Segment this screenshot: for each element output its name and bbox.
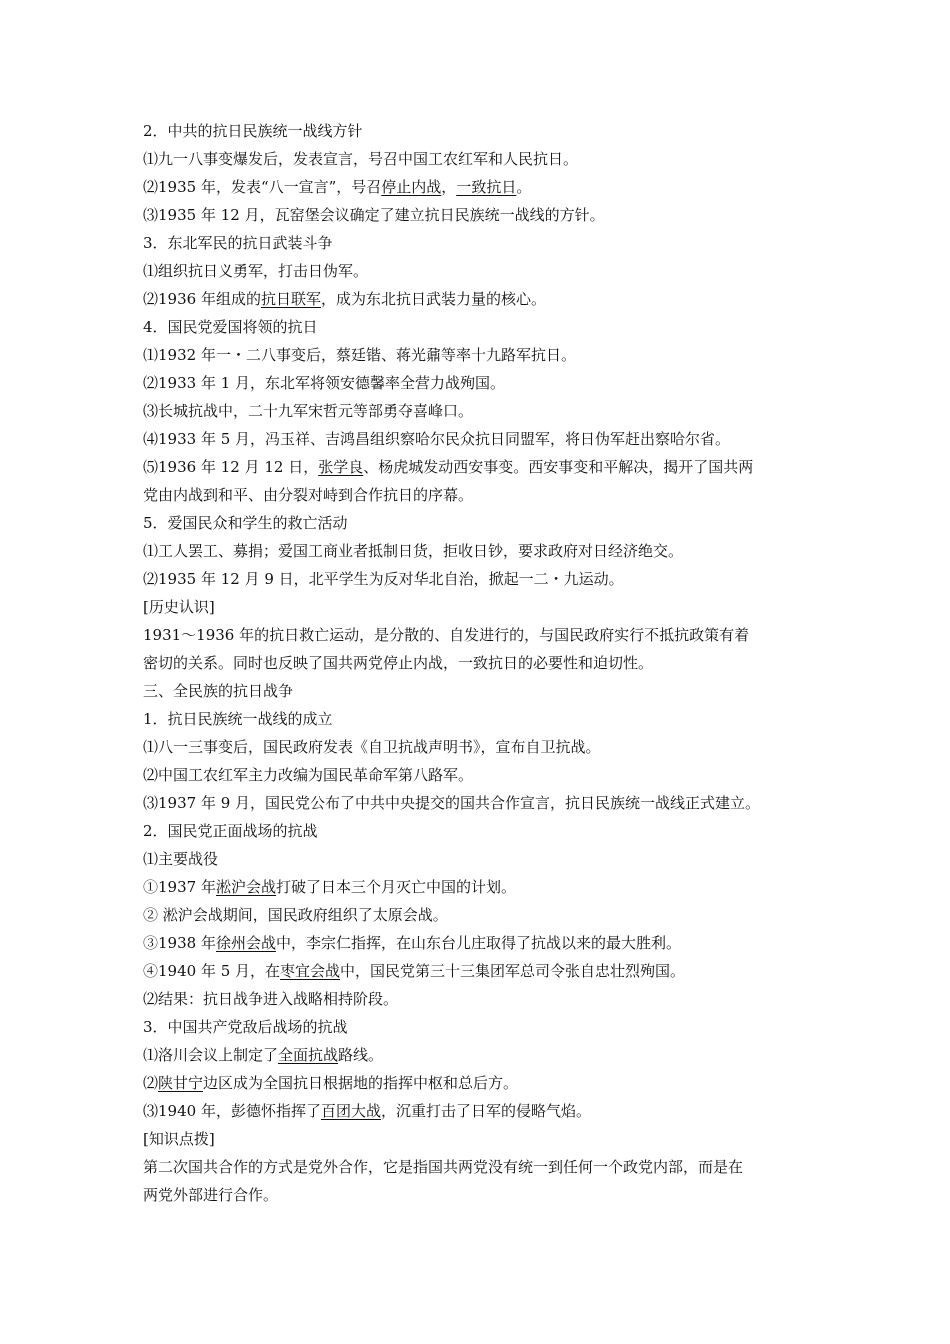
text-line [143,901,823,929]
text-line [143,117,823,145]
text-line [143,789,823,817]
text-segment: ② 淞沪会战期间，国民政府组织了太原会战。 [143,906,448,924]
text-line [143,817,823,845]
text-segment: 2．中共的抗日民族统一战线方针 [143,122,363,140]
text-line [143,1125,823,1153]
text-line [143,1041,823,1069]
text-segment: ⑴九一八事变爆发后，发表宣言，号召中国工农红军和人民抗日。 [143,150,579,168]
document-body [143,117,823,1209]
text-line [143,1069,823,1097]
text-line [143,677,823,705]
text-line [143,985,823,1013]
text-segment: 。 [516,178,532,196]
text-segment: ⑵1933 年 1 月，东北军将领安德馨率全营力战殉国。 [143,374,506,392]
text-segment: ⑶长城抗战中，二十九军宋哲元等部勇夺喜峰口。 [143,402,474,420]
text-segment: ⑵ [143,1074,159,1092]
text-segment: 1931～1936 年的抗日救亡运动，是分散的、自发进行的，与国民政府实行不抵抗政策有着 [143,626,750,644]
text-segment: ③1938 年 [143,934,216,952]
text-line [143,509,823,537]
text-segment: ⑵中国工农红军主力改编为国民革命军第八路军。 [143,766,474,784]
text-line [143,285,823,313]
text-segment: 、杨虎城发动西安事变。西安事变和平解决，揭开了国共两 [363,458,754,476]
text-line [143,173,823,201]
text-line [143,313,823,341]
text-line [143,1013,823,1041]
text-segment: ⑶1935 年 12 月，瓦窑堡会议确定了建立抗日民族统一战线的方针。 [143,206,605,224]
underlined-term: 百团大战 [320,1102,381,1120]
text-segment: ⑵1935 年，发表“八一宣言”，号召 [143,178,382,196]
text-segment: 2．国民党正面战场的抗战 [143,822,318,840]
text-segment: 4．国民党爱国将领的抗日 [143,318,318,336]
text-segment: ⑶1937 年 9 月，国民党公布了中共中央提交的国共合作宣言，抗日民族统一战线正式建立。 [143,794,761,812]
underlined-term: 陕甘宁 [158,1074,204,1092]
text-segment: 中，李宗仁指挥，在山东台儿庄取得了抗战以来的最大胜利。 [275,934,681,952]
underlined-term: 停止内战 [381,178,442,196]
text-segment: ⑴洛川会议上制定了 [143,1046,279,1064]
text-line [143,929,823,957]
text-line [143,1097,823,1125]
text-segment: 密切的关系。同时也反映了国共两党停止内战，一致抗日的必要性和迫切性。 [143,654,654,672]
underlined-term: 抗日联军 [260,290,321,308]
text-segment: ⑴1932 年一・二八事变后，蔡廷锴、蒋光鼐等率十九路军抗日。 [143,346,576,364]
text-segment: ⑴八一三事变后，国民政府发表《自卫抗战声明书》，宣布自卫抗战。 [143,738,601,756]
text-segment: ⑸1936 年 12 月 12 日， [143,458,319,476]
text-line [143,481,823,509]
text-line [143,201,823,229]
text-line [143,397,823,425]
text-segment: 两党外部进行合作。 [143,1186,279,1204]
text-segment: ⑶1940 年，彭德怀指挥了 [143,1102,321,1120]
text-line [143,145,823,173]
underlined-term: 张学良 [318,458,364,476]
text-segment: 5．爱国民众和学生的救亡活动 [143,514,348,532]
text-segment: [知识点拨] [143,1130,215,1148]
text-segment: ④1940 年 5 月，在 [143,962,281,980]
text-segment: [历史认识] [143,598,215,616]
text-line [143,1181,823,1209]
text-segment: 中，国民党第三十三集团军总司令张自忠壮烈殉国。 [340,962,686,980]
text-segment: 1．抗日民族统一战线的成立 [143,710,333,728]
text-line [143,369,823,397]
text-segment: ⑴工人罢工、募捐；爱国工商业者抵制日货，拒收日钞，要求政府对日经济绝交。 [143,542,684,560]
text-line [143,649,823,677]
text-segment: ⑴组织抗日义勇军，打击日伪军。 [143,262,369,280]
text-segment: ⑵结果：抗日战争进入战略相持阶段。 [143,990,399,1008]
text-line [143,873,823,901]
text-segment: ①1937 年 [143,878,216,896]
text-line [143,761,823,789]
text-segment: 3．东北军民的抗日武装斗争 [143,234,333,252]
text-line [143,341,823,369]
text-segment: 三、全民族的抗日战争 [143,682,294,700]
underlined-term: 一致抗日 [456,178,517,196]
underlined-term: 淞沪会战 [215,878,276,896]
text-line [143,257,823,285]
text-line [143,705,823,733]
text-line [143,957,823,985]
text-segment: 路线。 [338,1046,384,1064]
text-line [143,565,823,593]
text-line [143,733,823,761]
underlined-term: 全面抗战 [278,1046,339,1064]
text-line [143,1153,823,1181]
text-segment: ， [441,178,457,196]
text-line [143,229,823,257]
text-segment: 3．中国共产党敌后战场的抗战 [143,1018,348,1036]
text-segment: ，成为东北抗日武装力量的核心。 [320,290,546,308]
text-line [143,453,823,481]
underlined-term: 徐州会战 [215,934,276,952]
text-segment: 第二次国共合作的方式是党外合作，它是指国共两党没有统一到任何一个政党内部，而是在 [143,1158,744,1176]
underlined-term: 枣宜会战 [280,962,341,980]
text-segment: ，沉重打击了日军的侵略气焰。 [380,1102,591,1120]
text-segment: 打破了日本三个月灭亡中国的计划。 [275,878,516,896]
text-line [143,537,823,565]
text-line [143,593,823,621]
text-segment: 边区成为全国抗日根据地的指挥中枢和总后方。 [203,1074,519,1092]
text-line [143,845,823,873]
text-segment: 党由内战到和平、由分裂对峙到合作抗日的序幕。 [143,486,474,504]
text-segment: ⑷1933 年 5 月，冯玉祥、吉鸿昌组织察哈尔民众抗日同盟军，将日伪军赶出察哈尔省。 [143,430,731,448]
text-line [143,621,823,649]
text-line [143,425,823,453]
text-segment: ⑵1935 年 12 月 9 日，北平学生为反对华北自治，掀起一二・九运动。 [143,570,624,588]
text-segment: ⑴主要战役 [143,850,219,868]
text-segment: ⑵1936 年组成的 [143,290,261,308]
